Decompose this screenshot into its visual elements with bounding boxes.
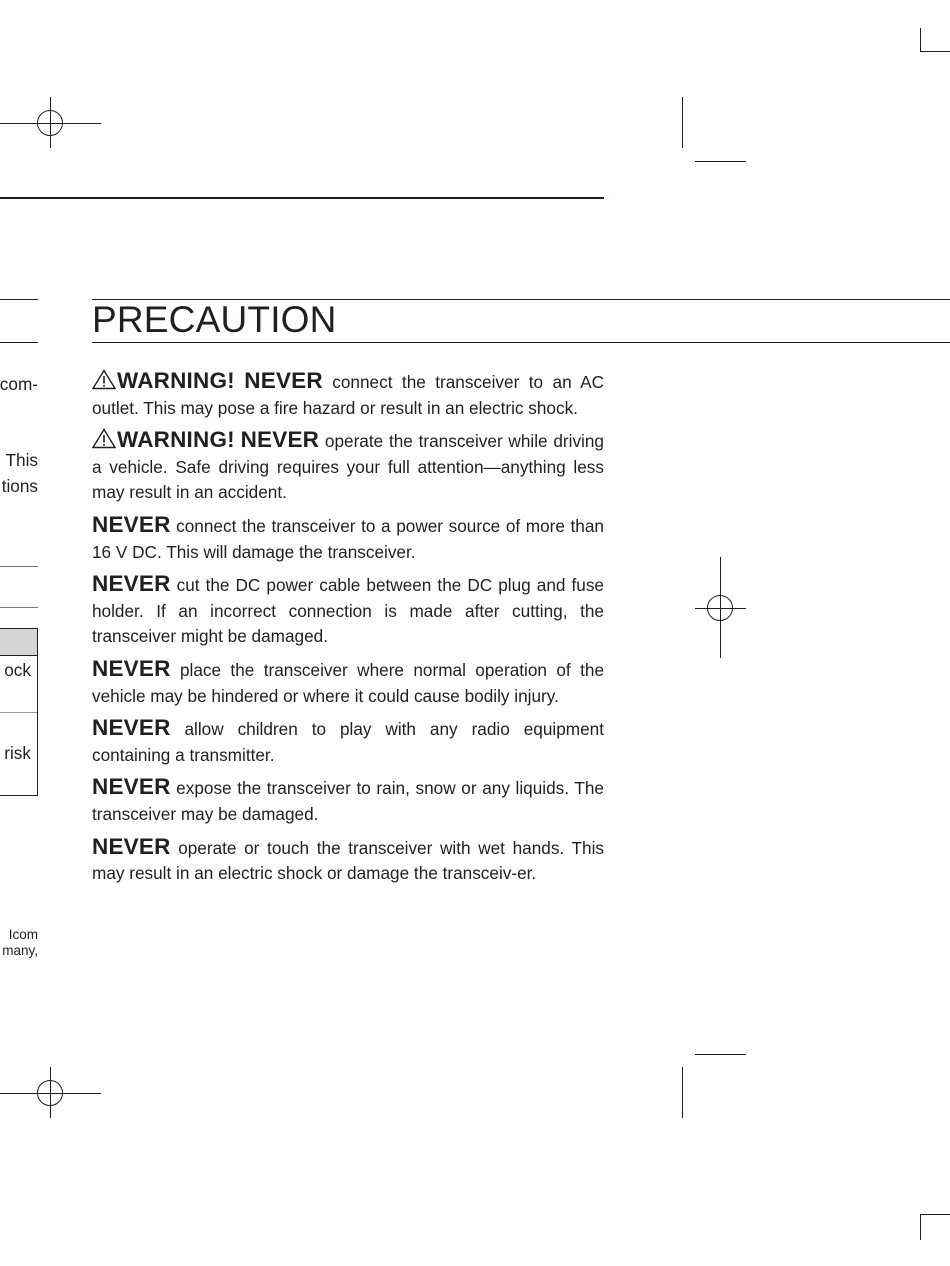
left-page-rule	[0, 342, 38, 343]
precaution-item	[92, 656, 604, 709]
left-page-footnote: many,	[2, 943, 38, 958]
precaution-item	[92, 774, 604, 827]
never-keyword: NEVER	[92, 655, 171, 681]
never-keyword: NEVER	[92, 571, 171, 597]
never-keyword: NEVER	[244, 368, 323, 393]
left-page-text: tions	[1, 476, 38, 496]
left-page-rule	[0, 299, 38, 300]
never-keyword: NEVER	[92, 833, 171, 859]
crop-mark	[682, 1067, 683, 1118]
table-header	[0, 628, 37, 656]
crop-mark	[695, 161, 746, 162]
warning-triangle-icon	[92, 369, 116, 390]
crop-mark	[920, 1214, 950, 1215]
precaution-text: connect the transceiver to an AC outlet. This may pose a fire hazard or result in an electric shock.	[92, 372, 605, 418]
precaution-text: allow children to play with any radio equipment containing a transmitter.	[92, 719, 604, 765]
precaution-text: cut the DC power cable between the DC plug and fuse holder. If an incorrect connection is made after cutting, the transceiver might be damaged.	[92, 575, 604, 647]
precaution-item	[92, 512, 604, 565]
heading-bottom-rule	[92, 342, 950, 343]
left-page-footnote: Icom	[8, 927, 38, 942]
precaution-text: place the transceiver where normal operation of the vehicle may be hindered or where it could cause bodily injury.	[92, 659, 604, 706]
crop-mark	[920, 28, 921, 52]
never-keyword: NEVER	[92, 511, 171, 537]
precaution-item	[92, 427, 604, 506]
precaution-text: connect the transceiver to a power source of more than 16 V DC. This will damage the transceiver.	[92, 515, 604, 562]
page-title: PRECAUTION	[92, 299, 337, 340]
precaution-item	[92, 715, 604, 768]
precaution-item	[92, 834, 604, 887]
left-page-rule	[0, 566, 38, 567]
table-bottom-rule	[0, 795, 37, 796]
precaution-item	[92, 571, 604, 650]
page-top-rule	[0, 197, 604, 199]
crop-mark	[682, 97, 683, 148]
precaution-text: operate the transceiver while driving a vehicle. Safe driving requires your full attention—anything less may result in an accident.	[92, 431, 604, 503]
left-page-rule	[0, 607, 38, 608]
never-keyword: NEVER	[92, 715, 171, 741]
precaution-item	[92, 368, 604, 421]
crop-mark	[920, 51, 950, 52]
table-cell: ock	[4, 660, 31, 680]
left-page-text: This	[5, 450, 38, 470]
precaution-list	[92, 368, 604, 893]
crop-mark	[695, 1054, 746, 1055]
table-row-divider	[0, 712, 37, 713]
left-page-table	[0, 628, 38, 796]
table-cell: risk	[4, 743, 31, 763]
warning-label: WARNING!	[117, 368, 235, 393]
precaution-text: operate or touch the transceiver with wet hands. This may result in an electric shock or damage the transceiv-er.	[92, 837, 604, 884]
never-keyword: NEVER	[92, 774, 171, 800]
precaution-text: expose the transceiver to rain, snow or any liquids. The transceiver may be damaged.	[92, 778, 604, 824]
left-page-text: com-	[0, 374, 38, 394]
crop-mark	[920, 1214, 921, 1240]
warning-label: WARNING!	[117, 427, 235, 453]
never-keyword: NEVER	[240, 427, 320, 453]
warning-triangle-icon	[92, 428, 116, 449]
